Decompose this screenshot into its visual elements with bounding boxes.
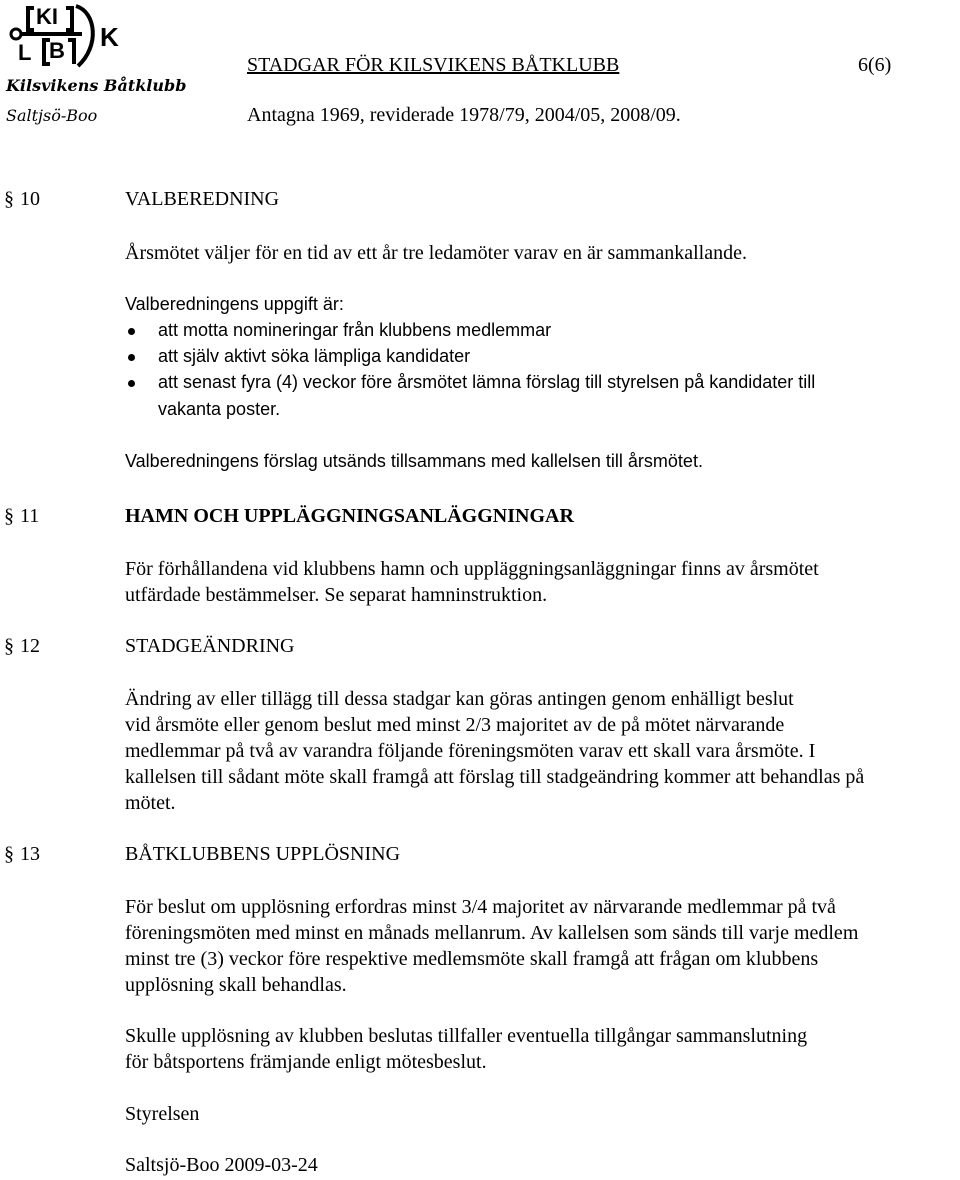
section-13-symbol: § [4, 843, 14, 865]
bullet-icon [128, 380, 135, 387]
section-10-title: VALBEREDNING [125, 188, 280, 210]
section-12-title: STADGEÄNDRING [125, 635, 295, 657]
logo-letter-bottom: B [49, 38, 65, 63]
logo-letter-left: L [18, 40, 32, 65]
section-12-number: 12 [20, 635, 40, 657]
section-12-line-3: medlemmar på två av varandra följande föreningsmöten varav ett skall vara årsmöte. I [125, 740, 816, 762]
document-title: STADGAR FÖR KILSVIKENS BÅTKLUBB [247, 54, 620, 76]
signature: Styrelsen [125, 1103, 200, 1125]
section-10-symbol: § [4, 188, 14, 210]
club-place: Saltjsö-Boo [6, 106, 98, 125]
logo-letter-right: K [100, 22, 119, 52]
section-12-symbol: § [4, 635, 14, 657]
section-11-symbol: § [4, 505, 14, 527]
section-10-task-intro: Valberedningens uppgift är: [125, 294, 344, 314]
section-13-line-3: minst tre (3) veckor före respektive medlemsmöte skall framgå att frågan om klubbens [125, 948, 819, 970]
section-13-line-1: För beslut om upplösning erfordras minst 3/4 majoritet av närvarande medlemmar på två [125, 896, 836, 918]
section-11-title: HAMN OCH UPPLÄGGNINGSANLÄGGNINGAR [125, 505, 574, 527]
section-13-line-6: för båtsportens främjande enligt mötesbeslut. [125, 1051, 487, 1073]
section-12-line-4: kallelsen till sådant möte skall framgå att förslag till stadgeändring kommer att behandlas på [125, 766, 865, 788]
page-number: 6(6) [858, 54, 892, 76]
section-12-line-2: vid årsmöte eller genom beslut med minst 2/3 majoritet av de på mötet närvarande [125, 714, 785, 736]
section-10-number: 10 [20, 188, 40, 210]
section-10-bullet-2: att själv aktivt söka lämpliga kandidater [158, 346, 471, 366]
section-10-closing: Valberedningens förslag utsänds tillsammans med kallelsen till årsmötet. [125, 451, 703, 471]
section-13-line-4: upplösning skall behandlas. [125, 974, 347, 996]
section-12-line-5: mötet. [125, 792, 176, 814]
section-10-paragraph: Årsmötet väljer för en tid av ett år tre ledamöter varav en är sammankallande. [125, 242, 747, 264]
section-12-line-1: Ändring av eller tillägg till dessa stadgar kan göras antingen genom enhälligt beslut [125, 688, 794, 710]
section-13-line-2: föreningsmöten med minst en månads mellanrum. Av kallelsen som sänds till varje medlem [125, 922, 859, 944]
bullet-icon [128, 354, 135, 361]
section-13-number: 13 [20, 843, 40, 865]
bullet-icon [128, 328, 135, 335]
section-10-bullet-3-cont: vakanta poster. [158, 399, 281, 419]
logo-letters-top: KI [36, 4, 58, 29]
adoption-note: Antagna 1969, reviderade 1978/79, 2004/05, 2008/09. [247, 104, 681, 126]
section-11-line-1: För förhållandena vid klubbens hamn och uppläggningsanläggningar finns av årsmötet [125, 558, 819, 580]
place-date: Saltsjö-Boo 2009-03-24 [125, 1154, 318, 1176]
section-10-bullet-1: att motta nomineringar från klubbens medlemmar [158, 320, 552, 340]
section-13-title: BÅTKLUBBENS UPPLÖSNING [125, 843, 401, 865]
section-11-line-2: utfärdade bestämmelser. Se separat hamninstruktion. [125, 584, 548, 606]
section-10-bullet-3: att senast fyra (4) veckor före årsmötet lämna förslag till styrelsen på kandidater till [158, 372, 816, 392]
section-11-number: 11 [20, 505, 40, 527]
club-name: Kilsvikens Båtklubb [6, 76, 187, 95]
section-13-line-5: Skulle upplösning av klubben beslutas tillfaller eventuella tillgångar sammanslutning [125, 1025, 808, 1047]
